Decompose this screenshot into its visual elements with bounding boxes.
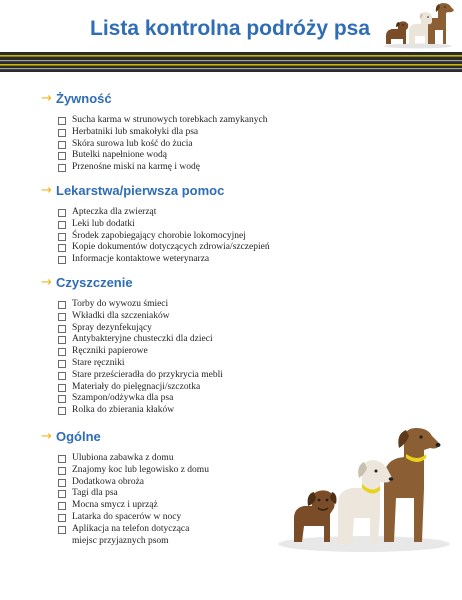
checklist-item (58, 477, 209, 489)
arrow-icon: → (41, 275, 52, 290)
item-label: Informacje kontaktowe weterynarza (72, 254, 210, 265)
section-header (41, 273, 223, 291)
item-label: Ręczniki papierowe (72, 346, 148, 357)
item-label: Dodatkowa obroża (72, 476, 145, 487)
item-label: Tagi dla psa (72, 488, 118, 499)
checkbox-icon[interactable] (58, 360, 66, 368)
checklist-item-continuation (58, 536, 209, 548)
section-lekarstwa (41, 181, 270, 266)
checkbox-icon[interactable] (58, 384, 66, 392)
item-label: Sucha karma w strunowych torebkach zamykanych (72, 115, 268, 125)
checkbox-icon[interactable] (58, 313, 66, 321)
checkbox-icon[interactable] (58, 221, 66, 229)
dogs-illustration-icon (378, 0, 456, 50)
checklist-item (58, 512, 209, 524)
checklist-item (58, 500, 209, 512)
item-label: Rolka do zbierania kłaków (72, 405, 175, 416)
checklist-item (58, 299, 223, 311)
checkbox-icon[interactable] (58, 467, 66, 475)
section-title: Żywność (56, 90, 112, 106)
section-header (41, 181, 270, 199)
arrow-icon: → (41, 91, 52, 106)
item-label: Herbatniki lub smakołyki dla psa (72, 126, 199, 137)
checklist (41, 299, 223, 417)
checkbox-icon[interactable] (58, 129, 66, 137)
item-label: Antybakteryjne chusteczki dla dzieci (72, 334, 213, 345)
checklist-item (58, 231, 270, 243)
checkbox-icon[interactable] (58, 395, 66, 403)
checklist-item (58, 334, 223, 346)
checkbox-icon[interactable] (58, 244, 66, 252)
checkbox-icon[interactable] (58, 348, 66, 356)
item-label: Leki lub dodatki (72, 218, 135, 229)
checklist-item (58, 127, 267, 139)
checkbox-icon[interactable] (58, 233, 66, 241)
checkbox-icon[interactable] (58, 407, 66, 415)
item-label: Torby do wywozu śmieci (72, 299, 169, 309)
checklist-item (58, 358, 223, 370)
checkbox-icon[interactable] (58, 336, 66, 344)
item-label: Skóra surowa lub kość do żucia (72, 138, 193, 149)
item-label: Materiały do pielęgnacji/szczotka (72, 381, 201, 392)
section-header (41, 89, 267, 107)
checkbox-icon[interactable] (58, 490, 66, 498)
page-title: Lista kontrolna podróży psa (90, 17, 371, 40)
checklist-item (58, 139, 267, 151)
item-label: Apteczka dla zwierząt (72, 207, 157, 217)
arrow-icon: → (41, 429, 52, 444)
item-label: Środek zapobiegający chorobie lokomocyjnej (72, 230, 246, 241)
header-stripes (0, 52, 462, 72)
dogs-group-illustration-icon (272, 418, 452, 554)
item-label: Mocna smycz i uprząż (72, 500, 158, 511)
checklist-item (58, 254, 270, 266)
checklist-item (58, 524, 209, 536)
checklist (41, 207, 270, 266)
checklist-item (58, 115, 267, 127)
item-label: Ulubiona zabawka z domu (72, 453, 174, 463)
checklist-item (58, 219, 270, 231)
item-label: Stare ręczniki (72, 357, 125, 368)
checkbox-icon[interactable] (58, 325, 66, 333)
checkbox-icon[interactable] (58, 141, 66, 149)
checkbox-icon[interactable] (58, 301, 66, 309)
section-title: Lekarstwa/pierwsza pomoc (56, 182, 225, 198)
item-label: Butelki napełnione wodą (72, 150, 167, 161)
checklist-item (58, 370, 223, 382)
item-label: miejsc przyjaznych psom (72, 535, 169, 546)
checkbox-icon[interactable] (58, 117, 66, 125)
arrow-icon: → (41, 183, 52, 198)
checkbox-icon[interactable] (58, 526, 66, 534)
checkbox-icon[interactable] (58, 152, 66, 160)
section-header (41, 427, 209, 445)
checklist-item (58, 242, 270, 254)
checklist-item (58, 150, 267, 162)
item-label: Latarka do spacerów w nocy (72, 511, 182, 522)
checkbox-icon[interactable] (58, 479, 66, 487)
item-label: Szampon/odżywka dla psa (72, 393, 174, 404)
checklist-item (58, 207, 270, 219)
checklist-item (58, 311, 223, 323)
section-zywnosc (41, 89, 267, 174)
checklist-item (58, 162, 267, 174)
checklist (41, 115, 267, 174)
checkbox-icon[interactable] (58, 256, 66, 264)
checklist-item (58, 405, 223, 417)
checklist-item (58, 323, 223, 335)
checklist-item (58, 488, 209, 500)
checklist-item (58, 393, 223, 405)
item-label: Wkładki dla szczeniaków (72, 310, 170, 321)
item-label: Znajomy koc lub legowisko z domu (72, 464, 209, 475)
checkbox-icon[interactable] (58, 514, 66, 522)
checkbox-icon[interactable] (58, 502, 66, 510)
section-title: Ogólne (56, 428, 101, 444)
item-label: Kopie dokumentów dotyczących zdrowia/szczepień (72, 242, 270, 253)
checkbox-icon[interactable] (58, 209, 66, 217)
checkbox-icon[interactable] (58, 455, 66, 463)
section-ogolne (41, 427, 209, 547)
checklist-item (58, 382, 223, 394)
checkbox-icon[interactable] (58, 164, 66, 172)
checklist (41, 453, 209, 547)
item-label: Spray dezynfekujący (72, 322, 152, 333)
section-title: Czyszczenie (56, 274, 133, 290)
checklist-item (58, 346, 223, 358)
checkbox-icon[interactable] (58, 372, 66, 380)
checklist-item (58, 465, 209, 477)
item-label: Aplikacja na telefon dotycząca (72, 523, 190, 534)
item-label: Stare prześcieradła do przykrycia mebli (72, 369, 223, 380)
item-label: Przenośne miski na karmę i wodę (72, 162, 200, 173)
section-czyszczenie (41, 273, 223, 417)
checklist-item (58, 453, 209, 465)
